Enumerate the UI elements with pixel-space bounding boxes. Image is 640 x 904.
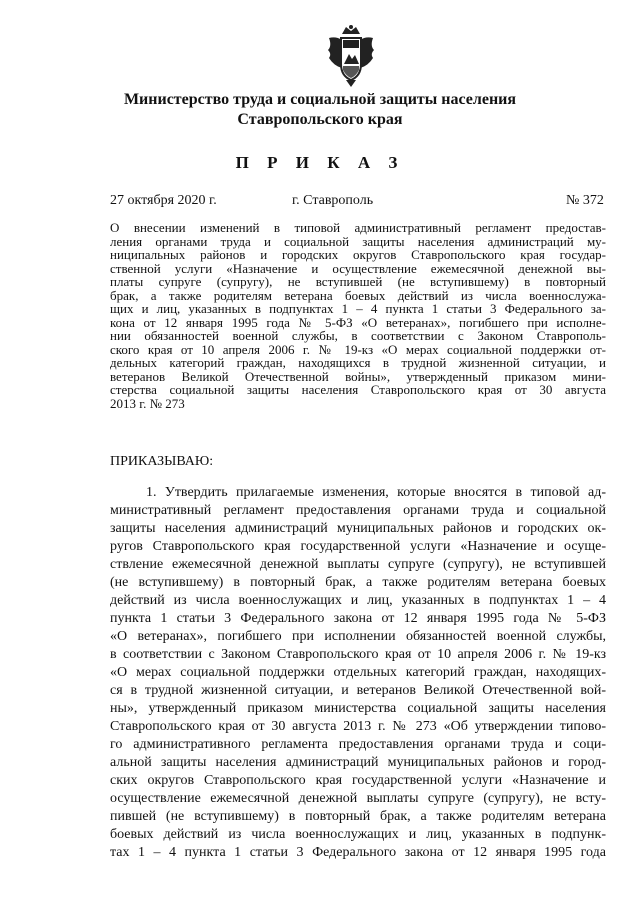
body-line: Ставропольского края от 30 августа 2013 г. № 273 «Об утверждении типово-	[110, 719, 606, 734]
subject-line: брак, а также родителям ветерана боевых действий из числа военнослужа-	[110, 287, 606, 303]
subject-line: ления органами труда и социальной защиты населения администраций му-	[110, 233, 606, 249]
body-line: «О ветеранах», погибшего при исполнении обязанностей военной службы,	[110, 629, 606, 644]
body-line: ругов Ставропольского края государственной услуги «Назначение и осуще-	[110, 539, 606, 554]
subject-line: ственной услуги «Назначение и осуществление ежемесячной денежной вы-	[110, 260, 606, 276]
subject-line: ниципальных районов и городских округов Ставропольского края государ-	[110, 247, 606, 262]
subject-line: ского края от 10 апреля 2006 г. № 19-кз «О мерах социальной поддержки от-	[110, 341, 606, 357]
subject-line: щих и лиц, указанных в подпунктах 1 – 4 пункта 1 статьи 3 Федерального за-	[110, 301, 606, 316]
ministry-title-line2: Ставропольского края	[237, 111, 403, 128]
subject-line: дельных категорий граждан, находящихся в трудной жизненной ситуации, и	[110, 355, 606, 370]
document-type-heading: П Р И К А З	[235, 153, 405, 172]
body-line: ствление ежемесячной денежной выплаты супруге (супругу), не вступившей	[110, 557, 606, 572]
subject-line: кона от 12 января 1995 года № 5-ФЗ «О ветеранах», погибшего при исполне-	[110, 314, 606, 330]
body-line: тах 1 – 4 пункта 1 статьи 3 Федерального закона от 12 января 1995 года	[110, 845, 606, 860]
order-word: ПРИКАЗЫВАЮ:	[110, 454, 214, 469]
subject-line: 2013 г. № 273	[110, 395, 185, 411]
body-line: го административного регламента предоставления органами труда и соци-	[110, 737, 606, 752]
order-body	[110, 484, 606, 862]
document-number: № 372	[566, 193, 604, 208]
order-subject	[110, 221, 606, 410]
subject-line: нии обязанностей военной службы, в соответствии с Законом Ставрополь-	[110, 328, 606, 343]
ministry-title-line1: Министерство труда и социальной защиты населения	[123, 91, 517, 108]
subject-line: стерства социальной защиты населения Ставропольского края от 30 августа	[110, 382, 606, 397]
body-line: «О мерах социальной поддержки отдельных категорий граждан, находящих-	[110, 665, 606, 680]
body-line: защиты населения администраций муниципальных районов и городских ок-	[110, 521, 606, 536]
body-line: 1. Утвердить прилагаемые изменения, которые вносятся в типовой ад-	[146, 485, 606, 500]
document-city: г. Ставрополь	[292, 193, 374, 208]
body-line: ских округов Ставропольского края государственной услуги «Назначение и	[110, 773, 606, 788]
body-line: пункта 1 статьи 3 Федерального закона от 12 января 1995 года № 5-ФЗ	[110, 611, 606, 626]
body-line: альной защиты населения администраций муниципальных районов и город-	[110, 755, 606, 770]
body-line: (не вступившему) в повторный брак, а также родителям ветерана боевых	[110, 575, 606, 590]
subject-line: ветеранов Великой Отечественной войны», утвержденный приказом мини-	[110, 368, 606, 384]
body-line: ны», утвержденный приказом министерства социальной защиты населения	[110, 701, 606, 716]
coat-of-arms-icon	[326, 24, 376, 88]
body-line: действий из числа военнослужащих и лиц, указанных в подпунктах 1 – 4	[110, 593, 606, 608]
body-line: осуществление ежемесячной денежной выплаты супруге (супругу), не всту-	[110, 791, 606, 806]
body-line: боевых действий из числа военнослужащих и лиц, указанных в подпунк-	[110, 827, 606, 842]
document-date: 27 октября 2020 г.	[110, 193, 217, 208]
subject-line: платы супруге (супругу), не вступившей (не вступившему) в повторный	[110, 274, 606, 289]
body-line: министративный регламент предоставления органами труда и социальной	[110, 503, 606, 518]
subject-line: О внесении изменений в типовой административный регламент предостав-	[110, 220, 606, 235]
body-line: пившей (не вступившему) в повторный брак, а также родителям ветерана	[110, 809, 606, 824]
body-line: в соответствии с Законом Ставропольского края от 10 апреля 2006 г. № 19-кз	[110, 647, 606, 662]
body-line: ся в трудной жизненной ситуации, и ветеранов Великой Отечественной вой-	[110, 683, 606, 698]
